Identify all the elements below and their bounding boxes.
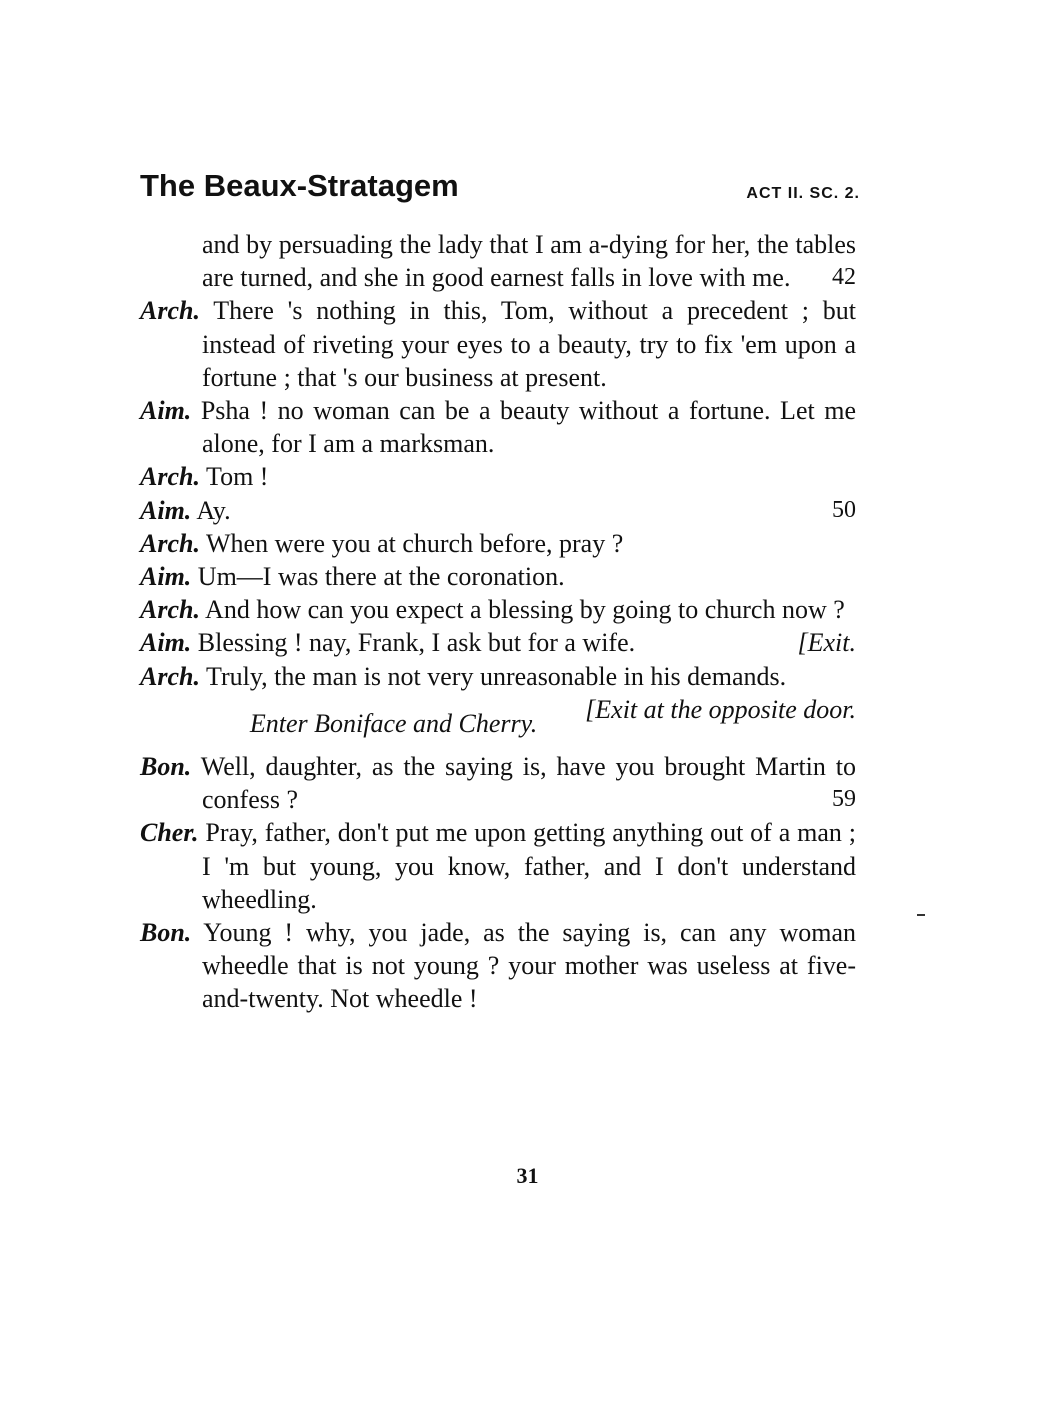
speaker-name: Arch.	[140, 528, 200, 558]
speaker-name: Aim.	[140, 628, 192, 658]
line-text: When were you at church before, pray ?	[206, 528, 624, 558]
speaker-name: Aim.	[140, 495, 192, 525]
speaker-name: Aim.	[140, 396, 192, 426]
line-text: Psha ! no woman can be a beauty without a fortune. Let me alone, for I am a marksman.	[200, 396, 857, 459]
speaker-name: Arch.	[140, 296, 200, 326]
dialogue-line	[140, 294, 856, 394]
dialogue-line	[140, 460, 856, 493]
line-text: and by persuading the lady that I am a-dying for her, the tables are turned, and she in good earnest falls in love with me.	[202, 230, 856, 293]
line-text: Ay.	[196, 495, 231, 525]
line-number: 42	[832, 264, 856, 291]
dialogue-line	[140, 593, 856, 626]
line-number: 59	[832, 786, 856, 813]
line-text: Blessing ! nay, Frank, I ask but for a wife.	[197, 628, 636, 658]
dialogue-line	[140, 494, 856, 527]
line-number: 50	[832, 496, 856, 523]
speaker-name: Bon.	[140, 918, 192, 948]
speaker-name: Arch.	[140, 661, 200, 691]
dialogue-line	[140, 750, 856, 816]
dialogue-line	[140, 527, 856, 560]
dialogue-line	[140, 916, 856, 1016]
stage-direction: [Exit at the opposite door.	[585, 694, 856, 724]
line-text: Pray, father, don't put me upon getting anything out of a man ; I 'm but young, you know, father, and I don't understand wheedling.	[202, 818, 857, 914]
line-text: There 's nothing in this, Tom, without a precedent ; but instead of riveting your eyes to a beauty, try to fix 'em upon a fortune ; that 's our business at present.	[202, 296, 856, 392]
line-text: Um—I was there at the coronation.	[197, 562, 565, 592]
act-scene-label: ACT II. SC. 2.	[746, 185, 860, 202]
line-text: Young ! why, you jade, as the saying is, can any woman wheedle that is not young ? your mother was useless at five-and-twenty. Not wheedle !	[202, 918, 856, 1014]
line-text: And how can you expect a blessing by going to church now ?	[205, 595, 845, 625]
line-text: Tom !	[206, 462, 269, 492]
dialogue-line	[140, 228, 856, 294]
line-text: Truly, the man is not very unreasonable in his demands.	[206, 661, 787, 691]
page-number: 31	[516, 1163, 539, 1188]
speaker-name: Arch.	[140, 595, 200, 625]
line-text: Well, daughter, as the saying is, have you brought Martin to confess ?	[200, 752, 857, 815]
stage-direction: [Exit.	[797, 628, 856, 658]
running-header	[140, 168, 860, 218]
margin-mark	[917, 914, 925, 916]
dialogue-line	[140, 394, 856, 460]
dialogue-line	[140, 560, 856, 593]
book-title: The Beaux-Stratagem	[140, 168, 459, 203]
scene-entrance-direction: Enter Boniface and Cherry.	[249, 708, 538, 738]
dialogue-line	[140, 626, 856, 659]
speaker-name: Arch.	[140, 462, 200, 492]
page-body	[140, 228, 856, 1016]
speaker-name: Aim.	[140, 562, 192, 592]
dialogue-line	[140, 816, 856, 916]
speaker-name: Bon.	[140, 752, 192, 782]
speaker-name: Cher.	[140, 818, 199, 848]
